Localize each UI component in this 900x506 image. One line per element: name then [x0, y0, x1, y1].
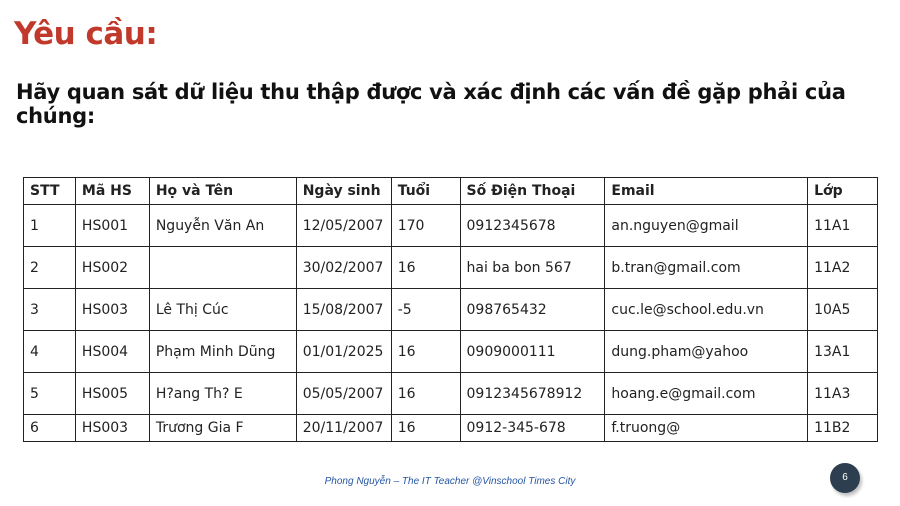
cell-email: an.nguyen@gmail — [605, 205, 808, 247]
table-row — [24, 289, 878, 331]
cell-birth-date: 30/02/2007 — [296, 247, 391, 289]
header-email: Email — [605, 178, 808, 205]
cell-email: f.truong@ — [605, 415, 808, 442]
cell-student-id: HS002 — [75, 247, 149, 289]
header-age: Tuổi — [391, 178, 460, 205]
table-row — [24, 415, 878, 442]
cell-birth-date: 15/08/2007 — [296, 289, 391, 331]
cell-birth-date: 01/01/2025 — [296, 331, 391, 373]
cell-class: 10A5 — [808, 289, 878, 331]
header-student-id: Mã HS — [75, 178, 149, 205]
cell-phone: 098765432 — [460, 289, 605, 331]
cell-stt: 1 — [24, 205, 76, 247]
cell-age: 16 — [391, 415, 460, 442]
cell-birth-date: 05/05/2007 — [296, 373, 391, 415]
student-data-table — [23, 177, 878, 442]
cell-student-id: HS003 — [75, 415, 149, 442]
cell-student-id: HS001 — [75, 205, 149, 247]
header-stt: STT — [24, 178, 76, 205]
cell-phone: 0909000111 — [460, 331, 605, 373]
cell-age: -5 — [391, 289, 460, 331]
cell-full-name: Trương Gia F — [149, 415, 296, 442]
page-number-badge: 6 — [830, 463, 860, 493]
cell-email: hoang.e@gmail.com — [605, 373, 808, 415]
slide-title: Yêu cầu: — [14, 16, 158, 52]
cell-full-name — [149, 247, 296, 289]
slide-footer-credit: Phong Nguyễn – The IT Teacher @Vinschool Times City — [324, 476, 576, 487]
cell-full-name: Nguyễn Văn An — [149, 205, 296, 247]
cell-stt: 6 — [24, 415, 76, 442]
header-full-name: Họ và Tên — [149, 178, 296, 205]
cell-age: 16 — [391, 247, 460, 289]
cell-age: 16 — [391, 373, 460, 415]
header-phone: Số Điện Thoại — [460, 178, 605, 205]
cell-email: dung.pham@yahoo — [605, 331, 808, 373]
cell-student-id: HS005 — [75, 373, 149, 415]
cell-phone: 0912-345-678 — [460, 415, 605, 442]
cell-age: 170 — [391, 205, 460, 247]
table-row — [24, 331, 878, 373]
cell-class: 11B2 — [808, 415, 878, 442]
cell-stt: 3 — [24, 289, 76, 331]
cell-email: b.tran@gmail.com — [605, 247, 808, 289]
cell-stt: 5 — [24, 373, 76, 415]
cell-stt: 2 — [24, 247, 76, 289]
cell-class: 11A2 — [808, 247, 878, 289]
cell-full-name: H?ang Th? E — [149, 373, 296, 415]
table-row — [24, 247, 878, 289]
cell-student-id: HS004 — [75, 331, 149, 373]
cell-full-name: Phạm Minh Dũng — [149, 331, 296, 373]
cell-age: 16 — [391, 331, 460, 373]
cell-email: cuc.le@school.edu.vn — [605, 289, 808, 331]
cell-phone: 0912345678 — [460, 205, 605, 247]
task-prompt: Hãy quan sát dữ liệu thu thập được và xác định các vấn đề gặp phải của chúng: — [16, 80, 846, 128]
cell-stt: 4 — [24, 331, 76, 373]
header-class: Lớp — [808, 178, 878, 205]
cell-birth-date: 20/11/2007 — [296, 415, 391, 442]
cell-full-name: Lê Thị Cúc — [149, 289, 296, 331]
table-row — [24, 205, 878, 247]
cell-class: 11A3 — [808, 373, 878, 415]
table-row — [24, 373, 878, 415]
cell-phone: 0912345678912 — [460, 373, 605, 415]
table-header-row — [24, 178, 878, 205]
header-birth-date: Ngày sinh — [296, 178, 391, 205]
cell-phone: hai ba bon 567 — [460, 247, 605, 289]
cell-class: 11A1 — [808, 205, 878, 247]
cell-class: 13A1 — [808, 331, 878, 373]
cell-student-id: HS003 — [75, 289, 149, 331]
cell-birth-date: 12/05/2007 — [296, 205, 391, 247]
